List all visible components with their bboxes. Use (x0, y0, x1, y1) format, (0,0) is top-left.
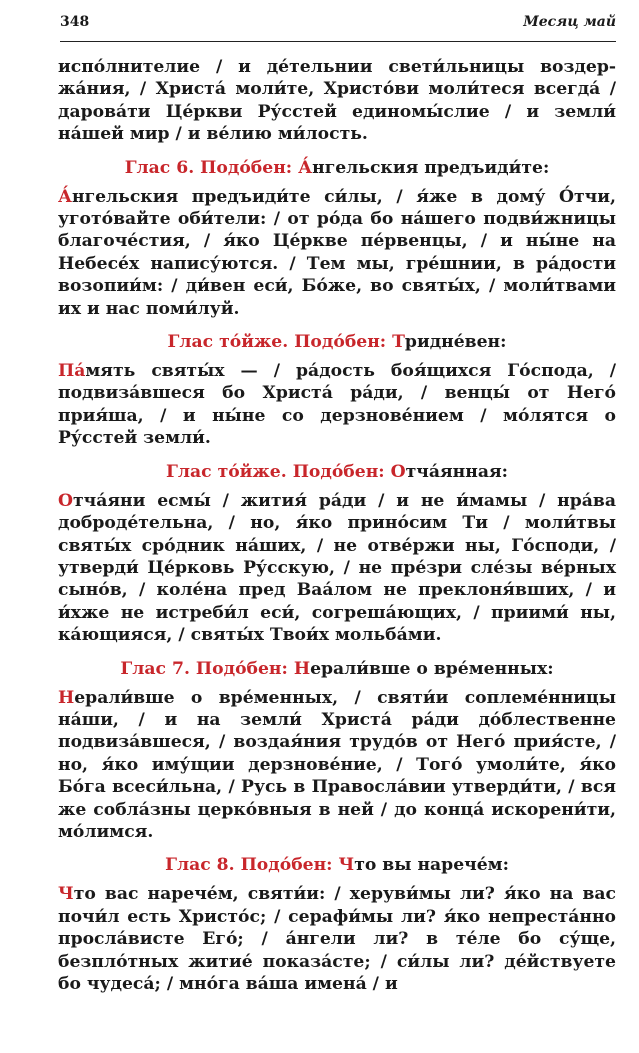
hymn-body: тча́яни есмы́ / жития́ ра́ди / и не и́мамы / нра́ва доброде́тельна, / но, я́ко прино́сим Ти / моли́твы святы́х сро́дник на́ших, / не отве́ржи ны, Го́споди, / утверди́ Це́рковь Ру́сскую, / не пре́зри сле́зы ве́рных сыно́в, / коле́на пред Ваа́лом не преклоня́вших, / и и́хже не истреби́л еси́, согреша́ющих, / приими́ ны, ка́ющияся, / святы́х Твои́х мольба́ми. (58, 490, 616, 646)
heading-red: Глас 8. Подо́бен: Ч (165, 855, 355, 876)
hymn-body: мять святы́х — / ра́дость боя́щихся Го́спода, / подвиза́вшеся бо Христа́ ра́ди, / венцы́ от Него́ прия́ша, / и ны́не со дерзнове́нием / мо́лятся о Ру́сстей земли́. (58, 361, 616, 449)
hymn-text (58, 687, 616, 844)
heading-black: ерали́вше о вре́менных: (310, 658, 554, 679)
hymn-text (58, 490, 616, 647)
heading-red: Глас то́йже. Подо́бен: О (166, 461, 406, 482)
section-heading (58, 330, 616, 354)
header-rule (60, 41, 616, 42)
section-heading (58, 460, 616, 484)
intro-paragraph: испо́лнителие / и де́тельнии свети́льницы воздержа́ния, / Христа́ моли́те, Христо́ви моли́теся всегда́ / дарова́ти Це́ркви Ру́сстей единомы́слие / и земли́ на́шей мир / и ве́лию ми́лость. (58, 57, 616, 145)
initial-letter: Ч (58, 884, 74, 905)
heading-black: то вы нарече́м: (354, 855, 509, 876)
page-body (58, 56, 616, 995)
page-number: 348 (60, 14, 90, 30)
heading-red: Глас 7. Подо́бен: Н (120, 658, 311, 679)
hymn-text (58, 883, 616, 995)
running-header (60, 14, 616, 30)
initial-letter: А́ (58, 186, 72, 207)
section-heading (58, 853, 616, 877)
initial-letter: О (58, 490, 73, 511)
heading-black: тча́янная: (405, 461, 508, 482)
heading-red: Глас 6. Подо́бен: А́ (124, 157, 313, 178)
hymn-body: ерали́вше о вре́менных, / святи́и соплеме́нницы на́ши, / и на земли́ Христа́ ра́ди до́блественне подвиза́вшеся, / воздая́ния трудо́в от Него́ прия́сте, / но, я́ко иму́щии дерзнове́ние, / Того́ умоли́те, я́ко Бо́га всеси́льна, / Русь в Правосла́вии утверди́ти, / вся же собла́зны церко́вныя в ней / до конца́ искорени́ти, мо́лимся. (58, 687, 616, 842)
heading-black: нгельския предъиди́те: (312, 157, 550, 178)
hymn-text (58, 186, 616, 320)
section-heading (58, 657, 616, 681)
heading-black: ридне́вен: (404, 332, 507, 353)
hymn-body: нгельския предъиди́те си́лы, / я́же в дому́ О́тчи, угото́вайте оби́тели: / от ро́да бо на́шего подви́жницы благоче́стия, / я́ко Це́ркве пе́рвенцы, / и ны́не на Небесе́х напису́ются. / Тем мы, гре́шнии, в ра́дости возопии́м: / ди́вен еси́, Бо́же, во святы́х, / моли́твами их и нас поми́луй. (58, 186, 616, 319)
heading-red: Глас то́йже. Подо́бен: Т (167, 332, 405, 353)
initial-letter: Па́ (58, 361, 86, 382)
hymn-text (58, 360, 616, 450)
hymn-body: то вас нарече́м, святи́и: / херуви́мы ли? я́ко на вас почи́л есть Христо́с; / серафи́мы ли? я́ко непреста́нно просла́висте Его́; / а́нгели ли? в те́ле бо су́ще, безпло́тных житие́ показа́сте; / си́лы ли? де́йствуете бо чудеса́; / мно́га ва́ша имена́ / и (58, 884, 616, 994)
running-title: Месяц май (523, 14, 616, 30)
initial-letter: Н (58, 687, 75, 708)
section-heading (58, 156, 616, 180)
